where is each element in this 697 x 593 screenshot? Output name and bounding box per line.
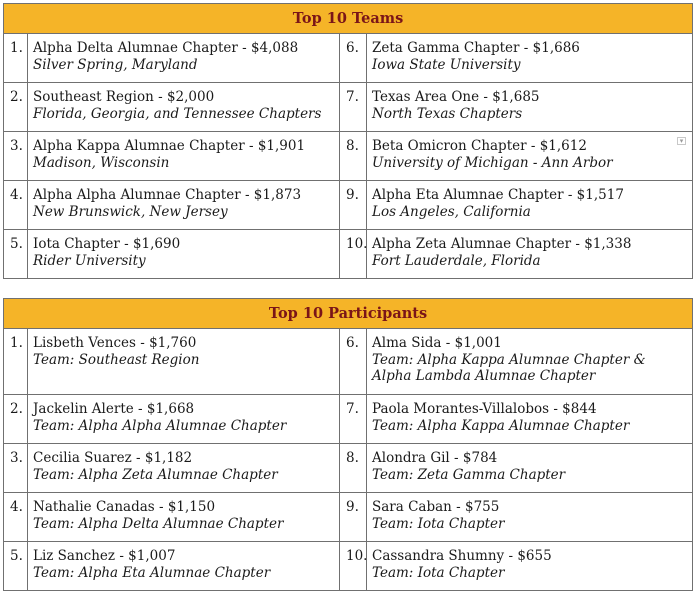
top-teams-table [3, 3, 693, 279]
rank-number: 2. [4, 83, 28, 132]
top-teams-title: Top 10 Teams [4, 4, 693, 34]
table-row [4, 230, 693, 279]
participant-team: Team: Iota Chapter [372, 564, 505, 581]
team-entry [367, 83, 693, 132]
rank-number: 1. [4, 329, 28, 395]
team-entry [28, 230, 340, 279]
team-location: New Brunswick, New Jersey [33, 203, 228, 220]
rank-number: 7. [340, 395, 367, 444]
team-entry [367, 132, 693, 181]
participant-name-amount: Liz Sanchez - $1,007 [33, 548, 176, 564]
team-entry [367, 181, 693, 230]
team-entry [367, 34, 693, 83]
team-location: Iowa State University [372, 56, 521, 73]
team-location: Fort Lauderdale, Florida [372, 252, 541, 269]
participant-name-amount: Nathalie Canadas - $1,150 [33, 499, 216, 515]
team-entry [28, 181, 340, 230]
team-name-amount: Alpha Zeta Alumnae Chapter - $1,338 [372, 236, 632, 252]
rank-number: 10. [340, 542, 367, 591]
participant-entry [28, 444, 340, 493]
participant-team: Team: Alpha Kappa Alumnae Chapter & Alpha Lambda Alumnae Chapter [372, 351, 646, 384]
participant-team: Team: Southeast Region [33, 351, 200, 368]
team-entry [28, 34, 340, 83]
team-location: Florida, Georgia, and Tennessee Chapters [33, 105, 322, 122]
participant-entry [28, 493, 340, 542]
top-participants-title: Top 10 Participants [4, 299, 693, 329]
rank-number: 9. [340, 181, 367, 230]
table-row [4, 542, 693, 591]
table-row [4, 444, 693, 493]
team-location: North Texas Chapters [372, 105, 523, 122]
participant-name-amount: Paola Morantes-Villalobos - $844 [372, 401, 597, 417]
participant-entry [367, 542, 693, 591]
participant-name-amount: Alondra Gil - $784 [372, 450, 498, 466]
participant-team: Team: Alpha Alpha Alumnae Chapter [33, 417, 287, 434]
rank-number: 5. [4, 230, 28, 279]
participant-name-amount: Jackelin Alerte - $1,668 [33, 401, 195, 417]
participant-entry [28, 542, 340, 591]
participant-name-amount: Lisbeth Vences - $1,760 [33, 335, 197, 351]
team-name-amount: Zeta Gamma Chapter - $1,686 [372, 40, 580, 56]
rank-number: 4. [4, 181, 28, 230]
participant-team: Team: Alpha Eta Alumnae Chapter [33, 564, 271, 581]
table-row [4, 493, 693, 542]
team-name-amount: Alpha Delta Alumnae Chapter - $4,088 [33, 40, 299, 56]
table-row [4, 329, 693, 395]
rank-number: 3. [4, 132, 28, 181]
participant-name-amount: Sara Caban - $755 [372, 499, 500, 515]
team-location: Madison, Wisconsin [33, 154, 170, 171]
participant-entry [28, 395, 340, 444]
participant-entry [28, 329, 340, 395]
rank-number: 3. [4, 444, 28, 493]
team-location: University of Michigan - Ann Arbor [372, 154, 613, 171]
rank-number: 9. [340, 493, 367, 542]
team-entry [367, 230, 693, 279]
team-name-amount: Alpha Kappa Alumnae Chapter - $1,901 [33, 138, 306, 154]
rank-number: 5. [4, 542, 28, 591]
participant-team: Team: Alpha Kappa Alumnae Chapter [372, 417, 630, 434]
table-row [4, 181, 693, 230]
table-row [4, 83, 693, 132]
dropdown-arrow-icon[interactable]: ▾ [677, 137, 686, 145]
table-row [4, 34, 693, 83]
top-participants-table [3, 298, 693, 591]
participant-entry [367, 444, 693, 493]
team-name-amount: Alpha Alpha Alumnae Chapter - $1,873 [33, 187, 302, 203]
team-name-amount: Beta Omicron Chapter - $1,612 [372, 138, 587, 154]
participant-name-amount: Alma Sida - $1,001 [372, 335, 502, 351]
participant-team: Team: Zeta Gamma Chapter [372, 466, 566, 483]
team-location: Los Angeles, California [372, 203, 531, 220]
team-entry [28, 132, 340, 181]
team-name-amount: Iota Chapter - $1,690 [33, 236, 181, 252]
rank-number: 10. [340, 230, 367, 279]
team-entry [28, 83, 340, 132]
participant-entry [367, 493, 693, 542]
participant-team: Team: Alpha Delta Alumnae Chapter [33, 515, 284, 532]
participant-entry [367, 395, 693, 444]
participant-team: Team: Alpha Zeta Alumnae Chapter [33, 466, 278, 483]
rank-number: 8. [340, 132, 367, 181]
team-name-amount: Texas Area One - $1,685 [372, 89, 540, 105]
rank-number: 7. [340, 83, 367, 132]
team-location: Rider University [33, 252, 146, 269]
participant-entry [367, 329, 693, 395]
rank-number: 6. [340, 329, 367, 395]
participant-name-amount: Cecilia Suarez - $1,182 [33, 450, 193, 466]
table-row [4, 395, 693, 444]
participant-team: Team: Iota Chapter [372, 515, 505, 532]
table-row [4, 132, 693, 181]
team-location: Silver Spring, Maryland [33, 56, 198, 73]
team-name-amount: Alpha Eta Alumnae Chapter - $1,517 [372, 187, 624, 203]
rank-number: 8. [340, 444, 367, 493]
rank-number: 1. [4, 34, 28, 83]
rank-number: 4. [4, 493, 28, 542]
rank-number: 6. [340, 34, 367, 83]
team-name-amount: Southeast Region - $2,000 [33, 89, 215, 105]
participant-name-amount: Cassandra Shumny - $655 [372, 548, 552, 564]
rank-number: 2. [4, 395, 28, 444]
